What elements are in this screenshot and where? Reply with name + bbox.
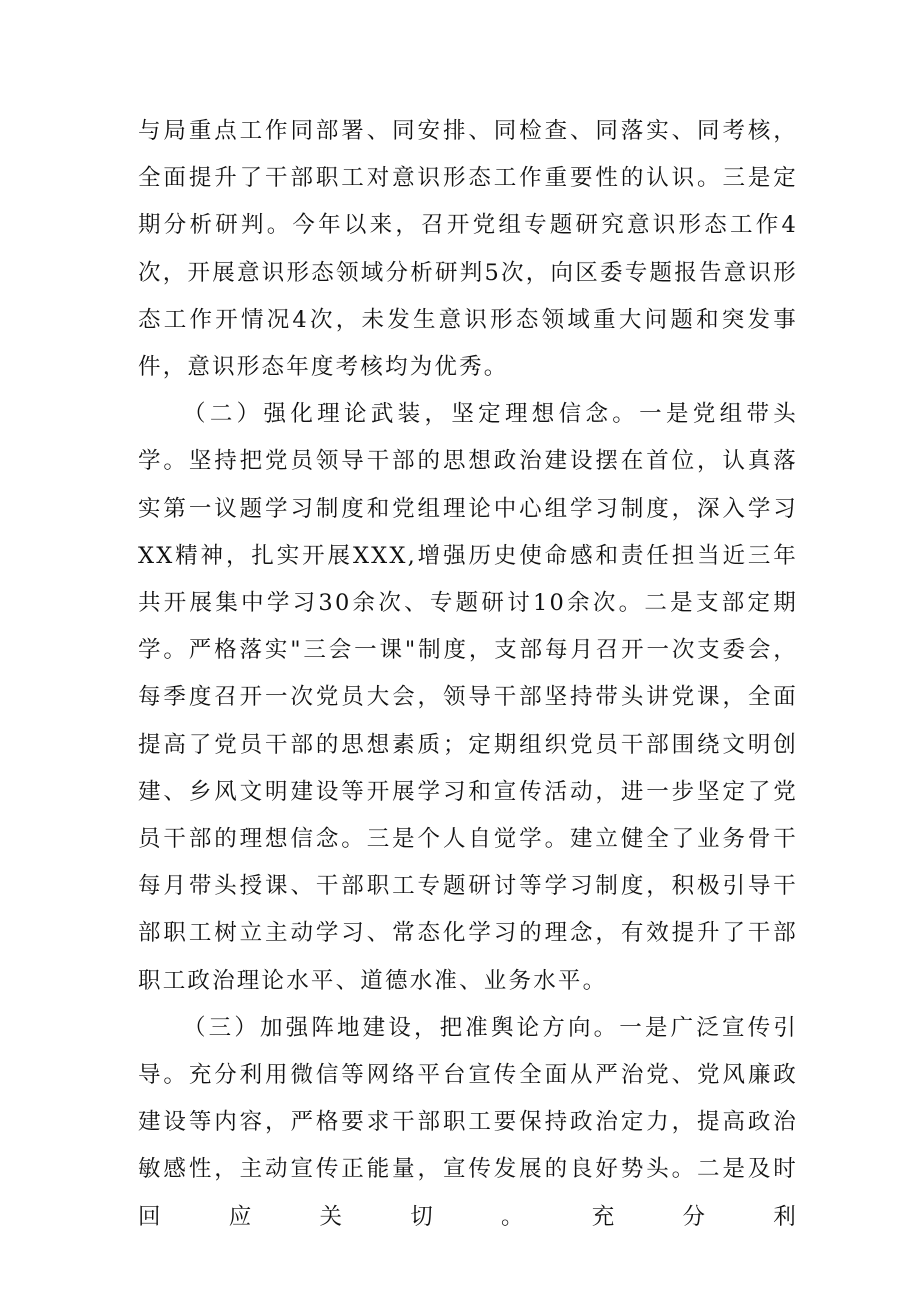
paragraph-position-building: （三）加强阵地建设，把准舆论方向。一是广泛宣传引导。充分利用微信等网络平台宣传全面从严治党、党风廉政建设等内容，严格要求干部职工要保持政治定力，提高政治敏感性，主动宣传正能量，宣传发展的良好势头。二是及时回应关切。充分利: [138, 1014, 798, 1230]
paragraph-theory-study: （二）强化理论武装，坚定理想信念。一是党组带头学。坚持把党员领导干部的思想政治建设摆在首位，认真落实第一议题学习制度和党组理论中心组学习制度，深入学习XX精神，扎实开展XXX,增强历史使命感和责任担当近三年共开展集中学习30余次、专题研讨10余次。二是支部定期学。严格落实"三会一课"制度，支部每月召开一次支委会，每季度召开一次党员大会，领导干部坚持带头讲党课，全面提高了党员干部的思想素质；定期组织党员干部围绕文明创建、乡风文明建设等开展学习和宣传活动，进一步坚定了党员干部的理想信念。三是个人自觉学。建立健全了业务骨干每月带头授课、干部职工专题研讨等学习制度，积极引导干部职工树立主动学习、常态化学习的理念，有效提升了干部职工政治理论水平、道德水准、业务水平。: [138, 401, 798, 994]
document-body: [138, 108, 798, 1241]
paragraph-ideology-review: 与局重点工作同部署、同安排、同检查、同落实、同考核，全面提升了干部职工对意识形态工作重要性的认识。三是定期分析研判。今年以来，召开党组专题研究意识形态工作4次，开展意识形态领域分析研判5次，向区委专题报告意识形态工作开情况4次，未发生意识形态领域重大问题和突发事件，意识形态年度考核均为优秀。: [138, 118, 798, 381]
